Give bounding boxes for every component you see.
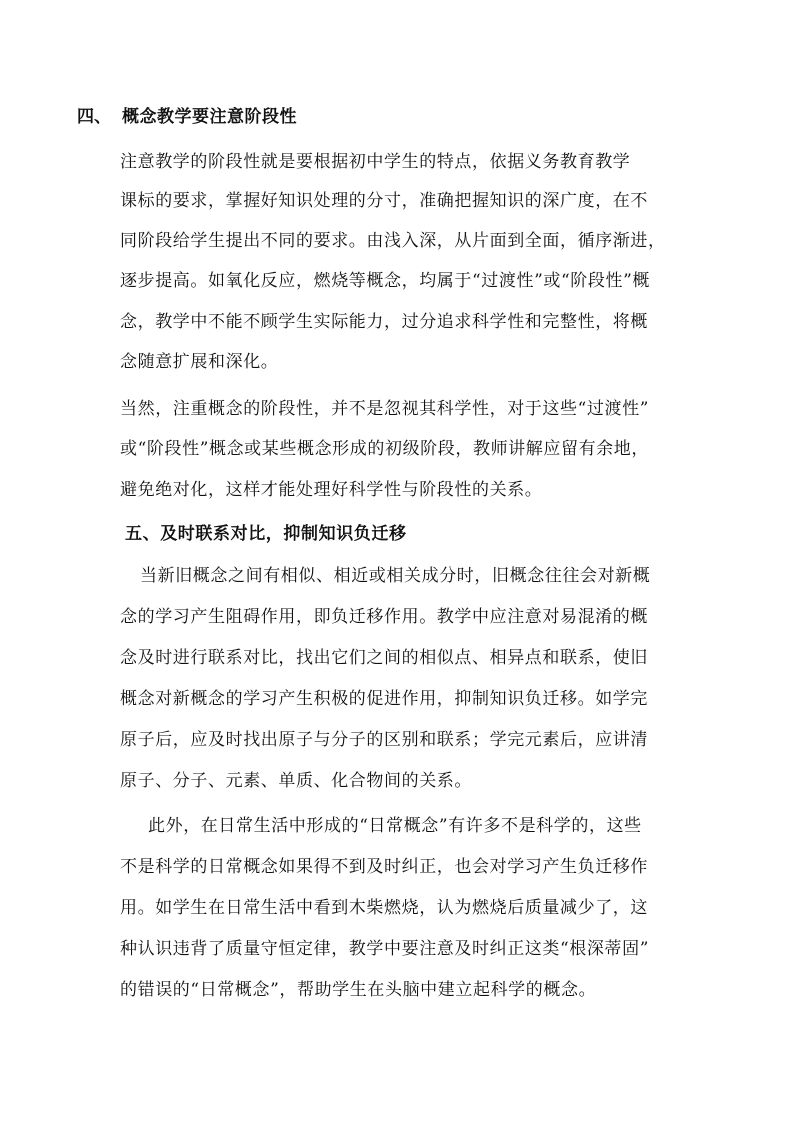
section-5-para-1-line: 念及时进行联系对比，找出它们之间的相似点、相异点和联系，使旧 xyxy=(120,648,648,668)
section-4-para-2-line: 避免绝对化，这样才能处理好科学性与阶段性的关系。 xyxy=(120,480,543,500)
section-5-para-1-line: 念的学习产生阻碍作用，即负迁移作用。教学中应注意对易混淆的概 xyxy=(120,607,648,627)
section-4-title: 概念教学要注意阶段性 xyxy=(122,107,297,127)
section-4-para-2-line: 当然，注重概念的阶段性，并不是忽视其科学性，对于这些“过渡性” xyxy=(120,399,649,419)
section-5-para-1-line: 原子、分子、元素、单质、化合物间的关系。 xyxy=(120,771,472,791)
section-4-para-1-line: 注意教学的阶段性就是要根据初中学生的特点，依据义务教育教学 xyxy=(120,152,631,172)
section-5-title: 五、及时联系对比，抑制知识负迁移 xyxy=(125,524,407,544)
section-4-para-1-line: 逐步提高。如氧化反应，燃烧等概念，均属于“过渡性”或“阶段性”概 xyxy=(120,271,650,291)
section-4-para-1-line: 课标的要求，掌握好知识处理的分寸，准确把握知识的深广度，在不 xyxy=(120,191,648,211)
section-4-number: 四、 xyxy=(77,107,111,127)
section-4-para-2-line: 或“阶段性”概念或某些概念形成的初级阶段，教师讲解应留有余地， xyxy=(120,439,649,459)
section-5-para-1-line: 当新旧概念之间有相似、相近或相关成分时，旧概念往往会对新概 xyxy=(140,566,651,586)
section-4-para-1-line: 念，教学中不能不顾学生实际能力，过分追求科学性和完整性，将概 xyxy=(120,312,648,332)
section-4-para-1-line: 念随意扩展和深化。 xyxy=(120,352,279,372)
section-5-para-2-line: 种认识违背了质量守恒定律，教学中要注意及时纠正这类“根深蒂固” xyxy=(120,939,649,959)
section-5-para-2-line: 此外，在日常生活中形成的“日常概念”有许多不是科学的，这些 xyxy=(148,816,642,836)
section-4-para-1-line: 同阶段给学生提出不同的要求。由浅入深，从片面到全面，循序渐进， xyxy=(120,231,666,251)
section-5-para-2-line: 不是科学的日常概念如果得不到及时纠正，也会对学习产生负迁移作 xyxy=(120,857,648,877)
section-5-para-1-line: 概念对新概念的学习产生积极的促进作用，抑制知识负迁移。如学完 xyxy=(120,689,648,709)
section-5-para-1-line: 原子后，应及时找出原子与分子的区别和联系；学完元素后，应讲清 xyxy=(120,730,648,750)
section-5-para-2-line: 用。如学生在日常生活中看到木柴燃烧，认为燃烧后质量减少了，这 xyxy=(120,898,648,918)
section-5-para-2-line: 的错误的“日常概念”，帮助学生在头脑中建立起科学的概念。 xyxy=(120,980,597,1000)
